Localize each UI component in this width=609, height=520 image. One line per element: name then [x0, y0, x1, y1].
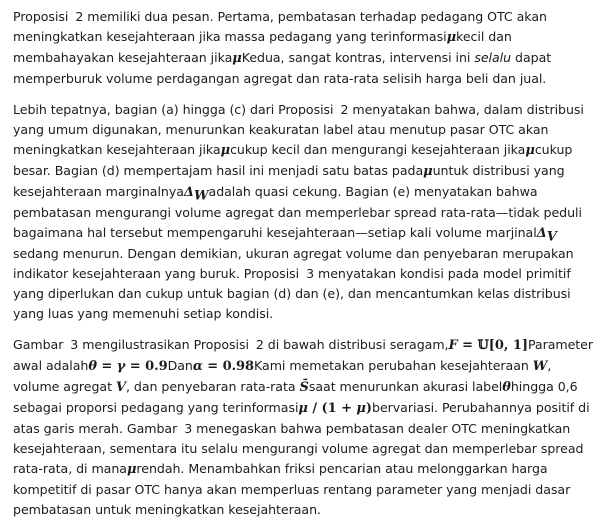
- math-symbol: μ: [446, 30, 457, 45]
- math-expression: / (1 +: [307, 401, 357, 416]
- math-symbol: μ: [525, 143, 535, 158]
- cross-reference-link[interactable]: 2: [340, 102, 349, 117]
- text-run: cukup besar. Bagian (d) mempertajam hasil ini menjadi satu batas pada: [13, 142, 573, 178]
- math-expression: ): [365, 401, 372, 416]
- cross-reference-link[interactable]: 3: [306, 266, 315, 281]
- text-run: , volume agregat: [13, 358, 552, 394]
- math-symbol: μ: [356, 401, 366, 416]
- math-expression: = 0.98: [202, 359, 255, 374]
- math-symbol: μ: [220, 143, 231, 158]
- text-run: Proposisi: [13, 9, 73, 24]
- math-symbol: μ: [298, 401, 308, 416]
- paragraph-3: [13, 335, 599, 520]
- math-symbol: μ: [232, 51, 242, 66]
- cross-reference-link[interactable]: 2: [255, 337, 264, 352]
- math-expression: = 0.9: [125, 359, 168, 374]
- paragraph-2: [13, 100, 599, 324]
- emphasis-text: selalu: [474, 50, 512, 65]
- text-run: mengilustrasikan Proposisi: [78, 337, 253, 352]
- math-symbol: γ: [116, 359, 126, 374]
- math-symbol: θ: [502, 380, 511, 395]
- text-run: untuk distribusi yang kesejahteraan marginalnya: [13, 163, 565, 199]
- text-run: saat menurunkan akurasi label: [308, 379, 503, 394]
- paragraph-1: [13, 7, 599, 89]
- text-run: sedang menurun. Dengan demikian, ukuran agregat volume dan penyebaran merupakan indikator kesejahteraan yang buruk. Proposisi: [13, 246, 574, 281]
- text-run: Lebih tepatnya, bagian (a) hingga (c) dari Proposisi: [13, 102, 338, 117]
- text-run: menegaskan bahwa pembatasan dealer OTC meningkatkan kesejahteraan, sementara itu selalu mengurangi volume agregat dan memperlebar spread rata-rata, di mana: [13, 421, 584, 476]
- math-expression: =: [96, 359, 117, 374]
- cross-reference-link[interactable]: 3: [70, 337, 79, 352]
- text-run: Gambar: [13, 337, 68, 352]
- text-run: , dan penyebaran rata-rata: [125, 379, 300, 394]
- text-run: Parameter awal adalah: [13, 337, 594, 373]
- cross-reference-link[interactable]: 3: [184, 421, 193, 436]
- text-run: bervariasi. Perubahannya positif di atas garis merah. Gambar: [13, 400, 590, 436]
- text-run: adalah quasi cekung. Bagian (e) menyatakan bahwa pembatasan mengurangi volume agregat dan memperlebar spread rata-rata—tidak peduli bagaimana hal tersebut mempengaruhi kesejahteraan—setiap kali volume marjinal: [13, 184, 582, 240]
- text-run: memiliki dua pesan. Pertama, pembatasan terhadap pedagang OTC akan meningkatkan kesejahteraan jika massa pedagang yang terinformasi: [13, 9, 547, 44]
- text-run: hingga 0,6 sebagai proporsi pedagang yang terinformasi: [13, 379, 578, 415]
- math-symbol: Δ: [536, 226, 547, 241]
- text-run: di bawah distribusi seragam,: [263, 337, 449, 352]
- math-expression: = 𝕌[0, 1]: [457, 338, 528, 353]
- math-subscript: V: [546, 229, 557, 245]
- math-symbol: F: [448, 338, 458, 353]
- math-symbol: W: [532, 359, 548, 374]
- math-symbol: μ: [423, 164, 433, 179]
- math-symbol: α: [192, 359, 203, 374]
- text-run: Kami memetakan perubahan kesejahteraan: [254, 358, 533, 373]
- math-symbol: V: [115, 380, 126, 395]
- text-run: cukup kecil dan mengurangi kesejahteraan jika: [230, 142, 526, 157]
- text-run: dapat memperburuk volume perdagangan agregat dan rata-rata selisih harga beli dan jual.: [13, 50, 552, 86]
- text-run: Dan: [167, 358, 193, 373]
- math-subscript: W: [193, 188, 209, 204]
- math-symbol: Δ: [183, 185, 194, 200]
- text-run: rendah. Menambahkan friksi pencarian atau melonggarkan harga kompetitif di pasar OTC hanya akan memperluas rentang parameter yang menjadi dasar pembatasan untuk meningkatkan kesejahteraan.: [13, 461, 571, 517]
- text-run: Kedua, sangat kontras, intervensi ini: [241, 50, 475, 65]
- text-run: menyatakan bahwa, dalam distribusi yang umum digunakan, menurunkan keakuratan label atau menutup pasar OTC akan meningkatkan kesejahteraan jika: [13, 102, 584, 157]
- math-symbol: μ: [126, 462, 137, 477]
- cross-reference-link[interactable]: 2: [75, 9, 84, 24]
- math-symbol: S̄: [299, 380, 309, 395]
- math-symbol: θ: [88, 359, 97, 374]
- text-run: kecil dan membahayakan kesejahteraan jika: [13, 29, 512, 65]
- text-run: menyatakan kondisi pada model primitif yang diperlukan dan cukup untuk bagian (d) dan (e), dan mencantumkan kelas distribusi yang luas yang memenuhi setiap kondisi.: [13, 266, 571, 321]
